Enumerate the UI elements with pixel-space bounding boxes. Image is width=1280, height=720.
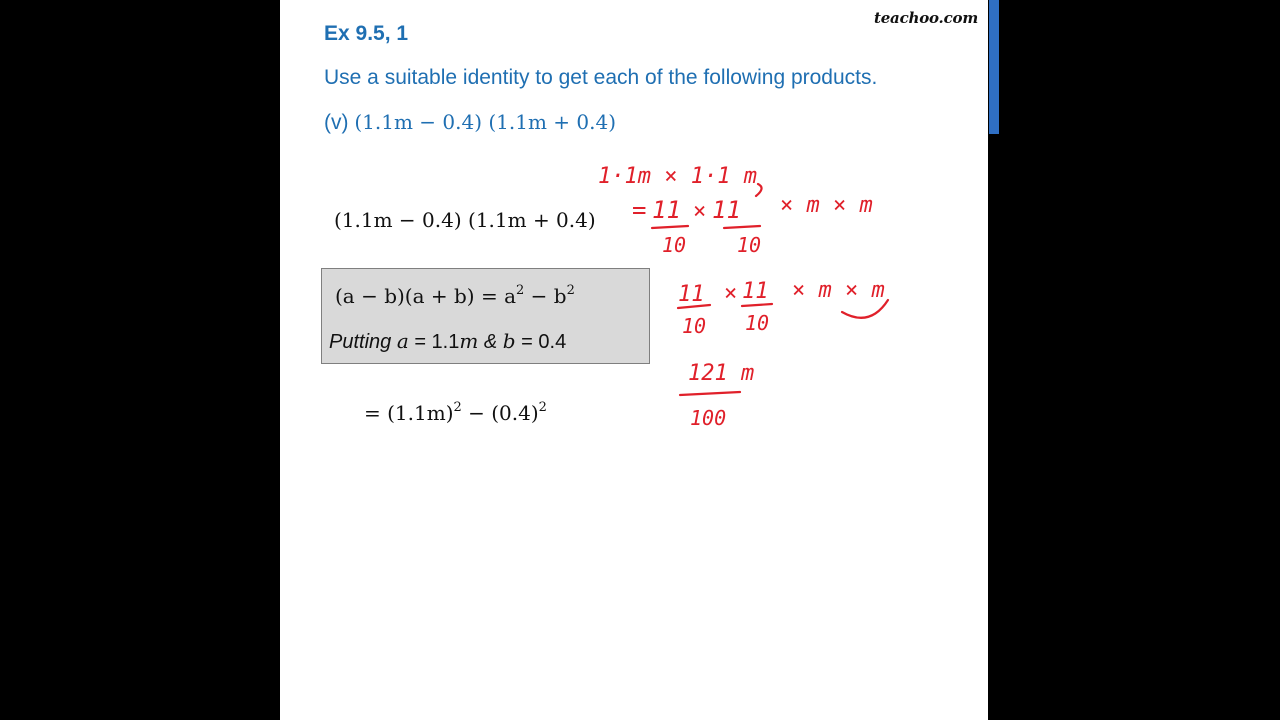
hw-frac-den-b: 10 [737, 233, 762, 257]
question-text: Use a suitable identity to get each of the following products. [324, 66, 878, 89]
hw-fraction-bar-4 [742, 304, 772, 306]
identity-mid: − b [524, 284, 567, 308]
scroll-thumb[interactable] [989, 0, 999, 134]
hw-line3-num-a: 11 [678, 282, 705, 307]
identity-exponent-a: 2 [516, 283, 525, 298]
hw-line3-den-b: 10 [745, 311, 770, 335]
hw-fraction-bar-2 [724, 226, 760, 228]
hw-fraction-bar-5 [680, 392, 740, 395]
putting-word: Putting [329, 331, 392, 353]
result-exponent-1: 2 [453, 400, 462, 415]
hw-frac-den-a: 10 [662, 233, 687, 257]
var-m: m [459, 329, 479, 353]
hw-fraction-bar-1 [652, 226, 688, 228]
exercise-title: Ex 9.5, 1 [324, 22, 409, 45]
part-expression: (1.1m − 0.4) (1.1m + 0.4) [354, 110, 617, 134]
hw-num1: = [632, 196, 647, 224]
hw-line4-den: 100 [690, 406, 727, 430]
hw-line3-num-b: 11 [742, 279, 769, 304]
identity-lhs: (a − b)(a + b) = a [335, 284, 517, 308]
result-part2: − (0.4) [461, 401, 539, 425]
hw-line3-den-a: 10 [682, 314, 707, 338]
var-b: b [502, 329, 516, 353]
handwritten-annotations [280, 0, 988, 720]
ampersand: & [478, 331, 503, 353]
hw-line4-num: 121 m [688, 361, 755, 386]
value-b: = 0.4 [515, 331, 567, 353]
identity-exponent-b: 2 [566, 283, 575, 298]
solution-expression: (1.1m − 0.4) (1.1m + 0.4) [334, 208, 596, 232]
result-exponent-2: 2 [538, 400, 547, 415]
hw-line1: 1·1m × 1·1 m [598, 164, 757, 189]
scrollbar[interactable] [988, 0, 1000, 720]
hw-times-b: × [724, 281, 738, 306]
teachoo-logo: teachoo.com [873, 9, 978, 27]
part-label: (v) [324, 111, 349, 134]
value-a: = 1.1 [408, 331, 460, 353]
hw-times-a: × [693, 199, 707, 224]
var-a: a [396, 329, 409, 353]
hw-frac-num-a: 11 [652, 196, 681, 224]
hw-line3-tail: × m × m [792, 278, 885, 303]
hw-line2-tail: × m × m [780, 193, 873, 218]
hw-frac-num-b: 11 [712, 196, 741, 224]
result-part1: = (1.1m) [364, 401, 454, 425]
slide-page [280, 0, 988, 720]
